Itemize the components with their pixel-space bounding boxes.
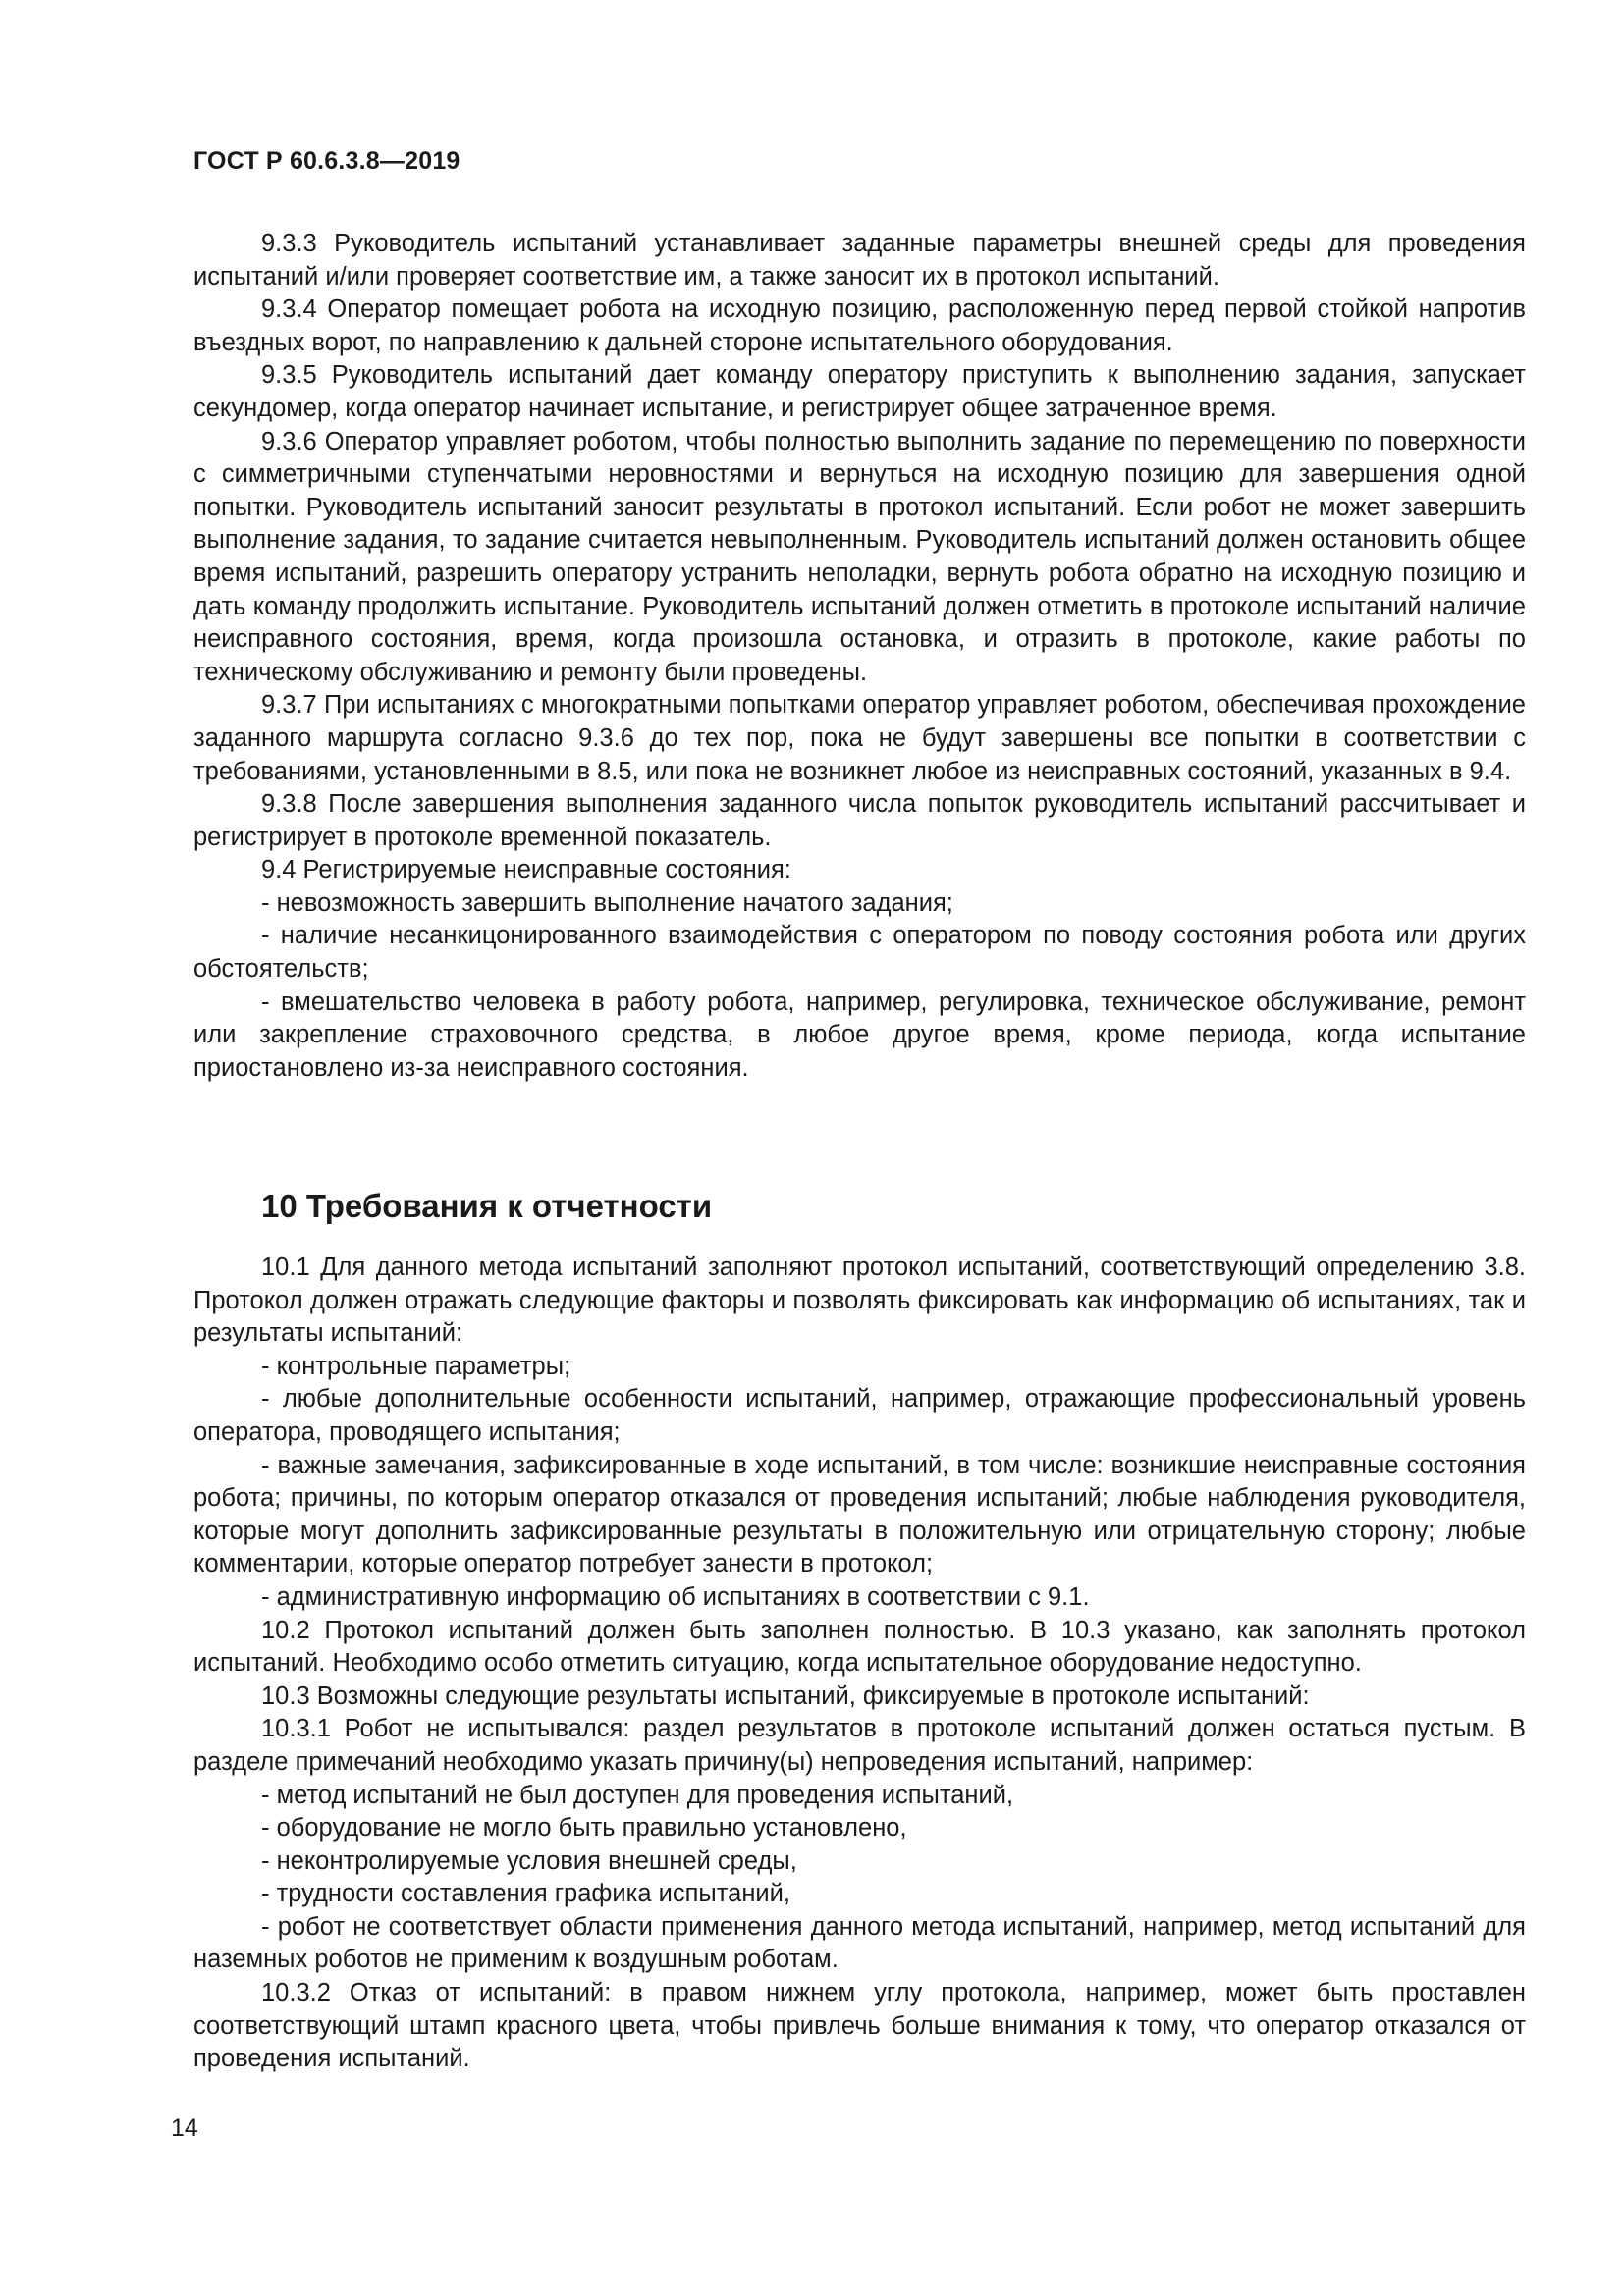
list-item: - метод испытаний не был доступен для проведения испытаний, <box>261 1781 1014 1809</box>
list-item: - робот не соответствует области применения данного метода испытаний, например, метод испытаний для наземных роботов не применим к воздушным роботам. <box>193 1912 1526 1974</box>
paragraph-9-3-4: 9.3.4 Оператор помещает робота на исходную позицию, расположенную перед первой стойкой напротив въездных ворот, по направлению к дальней стороне испытательного оборудования. <box>193 295 1526 356</box>
list-item: - оборудование не могло быть правильно установлено, <box>261 1814 907 1842</box>
paragraph-10-2: 10.2 Протокол испытаний должен быть заполнен полностью. В 10.3 указано, как заполнять протокол испытаний. Необходимо особо отметить ситуацию, когда испытательное оборудование недоступно. <box>193 1616 1526 1678</box>
page-number: 14 <box>171 2114 198 2142</box>
paragraph-9-3-5: 9.3.5 Руководитель испытаний дает команду оператору приступить к выполнению задания, запускает секундомер, когда оператор начинает испытание, и регистрирует общее затраченное время. <box>193 361 1526 422</box>
list-item: - неконтролируемые условия внешней среды, <box>261 1846 797 1875</box>
section-heading-10: 10 Требования к отчетности <box>261 1188 713 1224</box>
paragraph-9-4: 9.4 Регистрируемые неисправные состояния: <box>261 856 791 884</box>
paragraph-10-1: 10.1 Для данного метода испытаний заполняют протокол испытаний, соответствующий определению 3.8. Протокол должен отражать следующие факторы и позволять фиксировать как информацию об испытаниях, так и результаты испытаний: <box>193 1254 1526 1348</box>
list-item: - трудности составления графика испытаний, <box>261 1880 790 1908</box>
document-code-header: ГОСТ Р 60.6.3.8—2019 <box>193 147 460 175</box>
paragraph-10-3-1: 10.3.1 Робот не испытывался: раздел результатов в протоколе испытаний должен остаться пустым. В разделе примечаний необходимо указать причину(ы) непроведения испытаний, например: <box>193 1715 1526 1776</box>
list-item: - любые дополнительные особенности испытаний, например, отражающие профессиональный уровень оператора, проводящего испытания; <box>193 1385 1526 1446</box>
list-item: - важные замечания, зафиксированные в ходе испытаний, в том числе: возникшие неисправные состояния робота; причины, по которым оператор отказался от проведения испытаний; любые наблюдения руководителя, которые могут дополнить зафиксированные результаты в положительную или отрицательную сторону; любые комментарии, которые оператор потребует занести в протокол; <box>193 1451 1526 1578</box>
list-item: - вмешательство человека в работу робота, например, регулировка, техническое обслуживание, ремонт или закрепление страховочного средства, в любое другое время, кроме периода, когда испытание приостановлено из-за неисправного состояния. <box>193 988 1526 1082</box>
body-text-block-1 <box>193 228 1526 1085</box>
list-item: - административную информацию об испытаниях в соответствии с 9.1. <box>261 1582 1090 1611</box>
list-item: - наличие несанкицонированного взаимодействия с оператором по поводу состояния робота или других обстоятельств; <box>193 922 1526 984</box>
paragraph-10-3: 10.3 Возможны следующие результаты испытаний, фиксируемые в протоколе испытаний: <box>261 1682 1310 1710</box>
paragraph-9-3-6: 9.3.6 Оператор управляет роботом, чтобы полностью выполнить задание по перемещению по поверхности с симметричными ступенчатыми неровностями и вернуться на исходную позицию для завершения одной попытки. Руководитель испытаний заносит результаты в протокол испытаний. Если робот не может завершить выполнение задания, то задание считается невыполненным. Руководитель испытаний должен остановить общее время испытаний, разрешить оператору устранить неполадки, вернуть робота обратно на исходную позицию и дать команду продолжить испытание. Руководитель испытаний должен отметить в протоколе испытаний наличие неисправного состояния, время, когда произошла остановка, и отразить в протоколе, какие работы по техническому обслуживанию и ремонту были проведены. <box>193 427 1526 686</box>
paragraph-10-3-2: 10.3.2 Отказ от испытаний: в правом нижнем углу протокола, например, может быть проставлен соответствующий штамп красного цвета, чтобы привлечь больше внимания к тому, что оператор отказался от проведения испытаний. <box>193 1979 1526 2073</box>
paragraph-9-3-7: 9.3.7 При испытаниях с многократными попытками оператор управляет роботом, обеспечивая прохождение заданного маршрута согласно 9.3.6 до тех пор, пока не будут завершены все попытки в соответствии с требованиями, установленными в 8.5, или пока не возникнет любое из неисправных состояний, указанных в 9.4. <box>193 691 1526 785</box>
list-item: - невозможность завершить выполнение начатого задания; <box>261 888 953 917</box>
paragraph-9-3-3: 9.3.3 Руководитель испытаний устанавливает заданные параметры внешней среды для проведения испытаний и/или проверяет соответствие им, а также заносит их в протокол испытаний. <box>193 230 1526 291</box>
paragraph-9-3-8: 9.3.8 После завершения выполнения заданного числа попыток руководитель испытаний рассчитывает и регистрирует в протоколе временной показатель. <box>193 790 1526 851</box>
body-text-block-2 <box>193 1252 1526 2076</box>
list-item: - контрольные параметры; <box>261 1352 571 1380</box>
